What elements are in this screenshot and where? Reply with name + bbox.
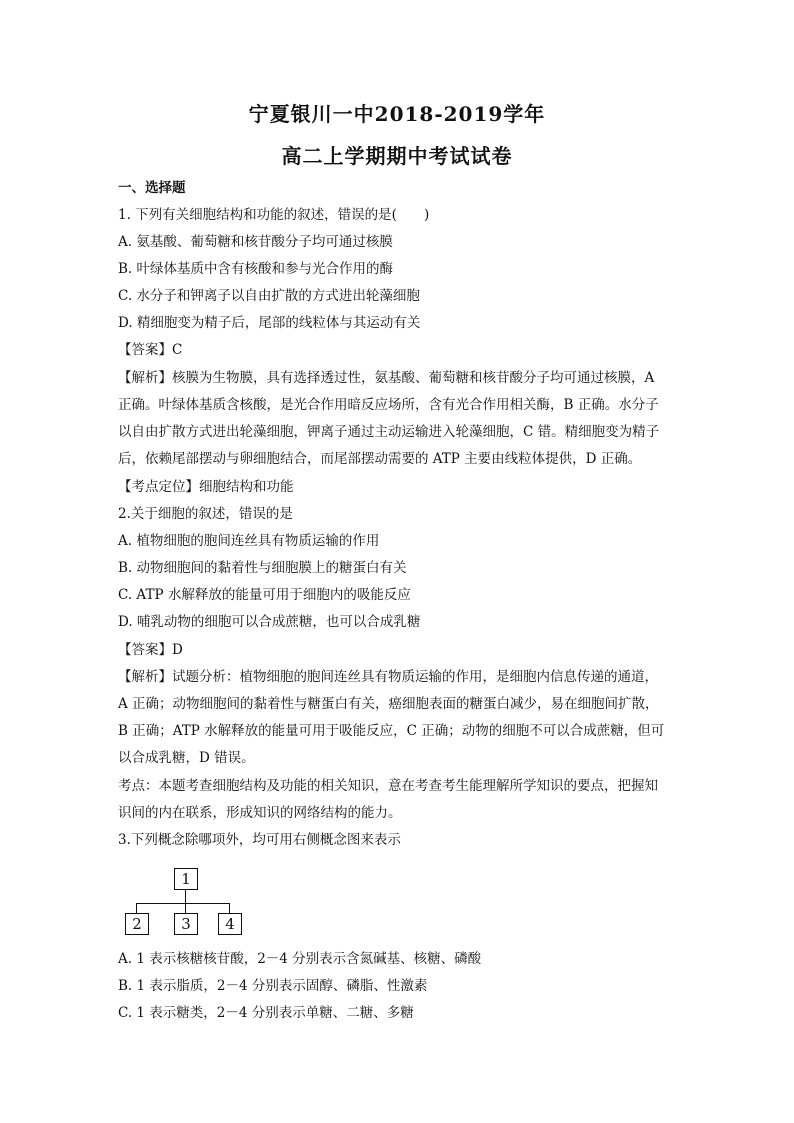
text-line: B. 动物细胞间的黏着性与细胞膜上的糖蛋白有关 [118, 560, 407, 576]
text-line: C. ATP 水解释放的能量可用于细胞内的吸能反应 [118, 587, 411, 603]
concept-box-top: 1 [174, 868, 198, 890]
text-line: 【答案】D [118, 642, 183, 658]
text-line: B 正确；ATP 水解释放的能量可用于吸能反应，C 正确；动物的细胞不可以合成蔗糖，但可 [118, 723, 665, 739]
text-line: 以合成乳糖，D 错误。 [118, 750, 255, 766]
concept-box-child: 4 [218, 913, 242, 935]
concept-box-child: 2 [125, 913, 149, 935]
text-line: 【解析】试题分析：植物细胞的胞间连丝具有物质运输的作用，是细胞内信息传递的通道， [118, 669, 658, 685]
text-line: 2.关于细胞的叙述，错误的是 [118, 506, 293, 522]
text-line: C. 水分子和钾离子以自由扩散的方式进出轮藻细胞 [118, 288, 420, 304]
connector-line [185, 890, 186, 904]
document-title: 宁夏银川一中2018-2019学年 [248, 102, 546, 126]
text-line: 【考点定位】细胞结构和功能 [118, 479, 294, 495]
text-line: 正确。叶绿体基质含核酸，是光合作用暗反应场所，含有光合作用相关酶，B 正确。水分子 [118, 397, 659, 413]
text-line: 3.下列概念除哪项外，均可用右侧概念图来表示 [118, 832, 401, 848]
option-line: B. 1 表示脂质，2－4 分别表示固醇、磷脂、性激素 [118, 978, 428, 994]
concept-box-child: 3 [174, 913, 198, 935]
text-line: D. 哺乳动物的细胞可以合成蔗糖，也可以合成乳糖 [118, 614, 421, 630]
text-line: 1. 下列有关细胞结构和功能的叙述，错误的是( ) [118, 207, 430, 223]
option-line: A. 1 表示核糖核苷酸，2－4 分别表示含氮碱基、核糖、磷酸 [118, 951, 482, 967]
text-line: 【解析】核膜为生物膜，具有选择透过性，氨基酸、葡萄糖和核苷酸分子均可通过核膜，A [118, 370, 655, 386]
connector-line [136, 903, 230, 904]
concept-diagram [118, 862, 248, 942]
text-line: 以自由扩散方式进出轮藻细胞，钾离子通过主动运输进入轮藻细胞，C 错。精细胞变为精子 [118, 424, 660, 440]
text-line: 后，依赖尾部摆动与卵细胞结合，而尾部摆动需要的 ATP 主要由线粒体提供，D 正确。 [118, 451, 642, 467]
text-line: A 正确；动物细胞间的黏着性与糖蛋白有关，癌细胞表面的糖蛋白减少，易在细胞间扩散， [118, 696, 659, 712]
text-line: 识间的内在联系，形成知识的网络结构的能力。 [118, 805, 402, 821]
document-subtitle: 高二上学期期中考试试卷 [281, 144, 513, 168]
section-heading: 一、选择题 [118, 180, 186, 196]
text-line: A. 氨基酸、葡萄糖和核苷酸分子均可通过核膜 [118, 234, 393, 250]
text-line: B. 叶绿体基质中含有核酸和参与光合作用的酶 [118, 261, 394, 277]
text-line: D. 精细胞变为精子后，尾部的线粒体与其运动有关 [118, 315, 421, 331]
option-line: C. 1 表示糖类，2－4 分别表示单糖、二糖、多糖 [118, 1005, 414, 1021]
text-line: A. 植物细胞的胞间连丝具有物质运输的作用 [118, 533, 380, 549]
text-line: 【答案】C [118, 342, 183, 358]
text-line: 考点：本题考查细胞结构及功能的相关知识，意在考查考生能理解所学知识的要点，把握知 [118, 778, 658, 794]
